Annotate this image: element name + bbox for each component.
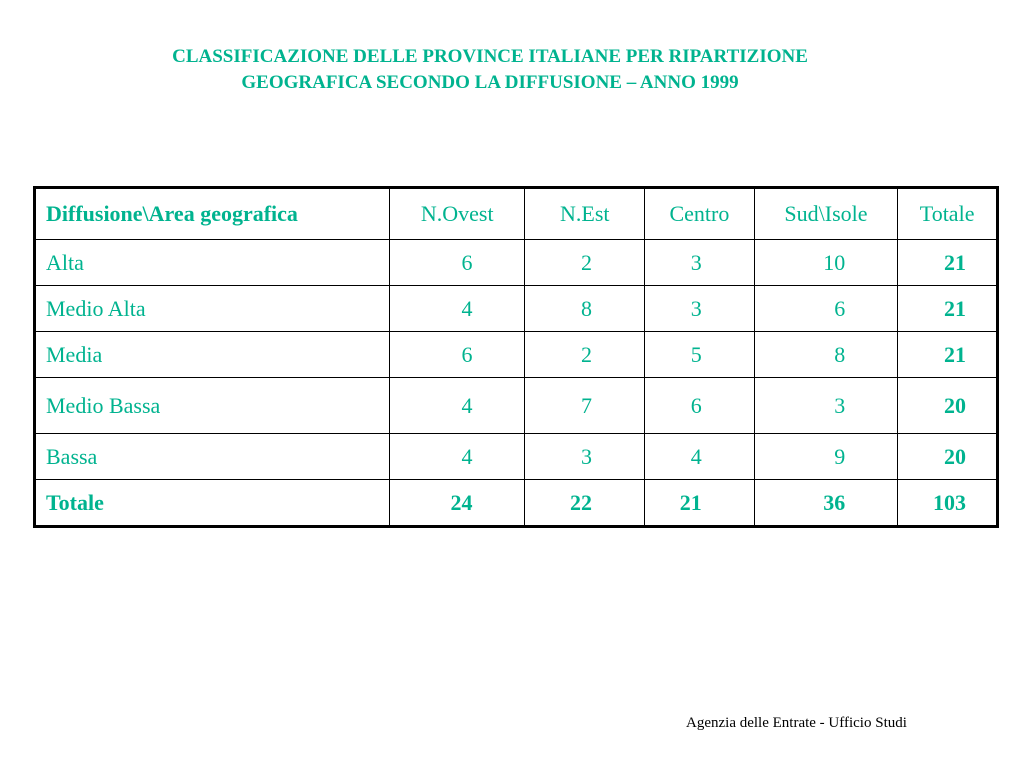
row-label: Alta — [35, 240, 390, 286]
row-label: Media — [35, 332, 390, 378]
footer-credit: Agenzia delle Entrate - Ufficio Studi — [686, 715, 907, 731]
cell-sud-isole: 6 — [754, 286, 898, 332]
cell-totale: 21 — [898, 286, 998, 332]
header-totale: Totale — [898, 188, 998, 240]
cell-centro: 3 — [645, 286, 755, 332]
cell-sud-isole: 36 — [754, 480, 898, 527]
slide-title — [0, 44, 980, 96]
cell-nord-est: 7 — [525, 378, 645, 434]
header-centro: Centro — [645, 188, 755, 240]
cell-totale: 20 — [898, 434, 998, 480]
row-label: Medio Alta — [35, 286, 390, 332]
table-row-medio-bassa — [35, 378, 998, 434]
row-label: Medio Bassa — [35, 378, 390, 434]
classification-table — [33, 186, 999, 528]
cell-totale: 103 — [898, 480, 998, 527]
header-sud-isole: Sud\Isole — [754, 188, 898, 240]
table-row-media — [35, 332, 998, 378]
cell-nord-est: 22 — [525, 480, 645, 527]
table-row-alta — [35, 240, 998, 286]
cell-nord-ovest: 6 — [390, 332, 525, 378]
table-row-medio-alta — [35, 286, 998, 332]
table-row-bassa — [35, 434, 998, 480]
cell-nord-est: 8 — [525, 286, 645, 332]
header-row — [35, 188, 998, 240]
cell-nord-ovest: 4 — [390, 286, 525, 332]
cell-nord-est: 3 — [525, 434, 645, 480]
header-nord-est: N.Est — [525, 188, 645, 240]
cell-centro: 4 — [645, 434, 755, 480]
cell-nord-ovest: 6 — [390, 240, 525, 286]
cell-centro: 21 — [645, 480, 755, 527]
title-line-1: CLASSIFICAZIONE DELLE PROVINCE ITALIANE PER RIPARTIZIONE — [172, 46, 808, 67]
cell-centro: 6 — [645, 378, 755, 434]
cell-nord-ovest: 4 — [390, 378, 525, 434]
cell-sud-isole: 8 — [754, 332, 898, 378]
row-label: Totale — [35, 480, 390, 527]
cell-sud-isole: 10 — [754, 240, 898, 286]
cell-centro: 5 — [645, 332, 755, 378]
cell-sud-isole: 9 — [754, 434, 898, 480]
row-label: Bassa — [35, 434, 390, 480]
table-row-totale — [35, 480, 998, 527]
cell-nord-ovest: 4 — [390, 434, 525, 480]
cell-totale: 20 — [898, 378, 998, 434]
cell-centro: 3 — [645, 240, 755, 286]
cell-nord-est: 2 — [525, 332, 645, 378]
cell-totale: 21 — [898, 240, 998, 286]
header-nord-ovest: N.Ovest — [390, 188, 525, 240]
header-diffusione-area: Diffusione\Area geografica — [35, 188, 390, 240]
cell-sud-isole: 3 — [754, 378, 898, 434]
cell-totale: 21 — [898, 332, 998, 378]
cell-nord-est: 2 — [525, 240, 645, 286]
cell-nord-ovest: 24 — [390, 480, 525, 527]
title-line-2: GEOGRAFICA SECONDO LA DIFFUSIONE – ANNO 1999 — [241, 72, 739, 93]
